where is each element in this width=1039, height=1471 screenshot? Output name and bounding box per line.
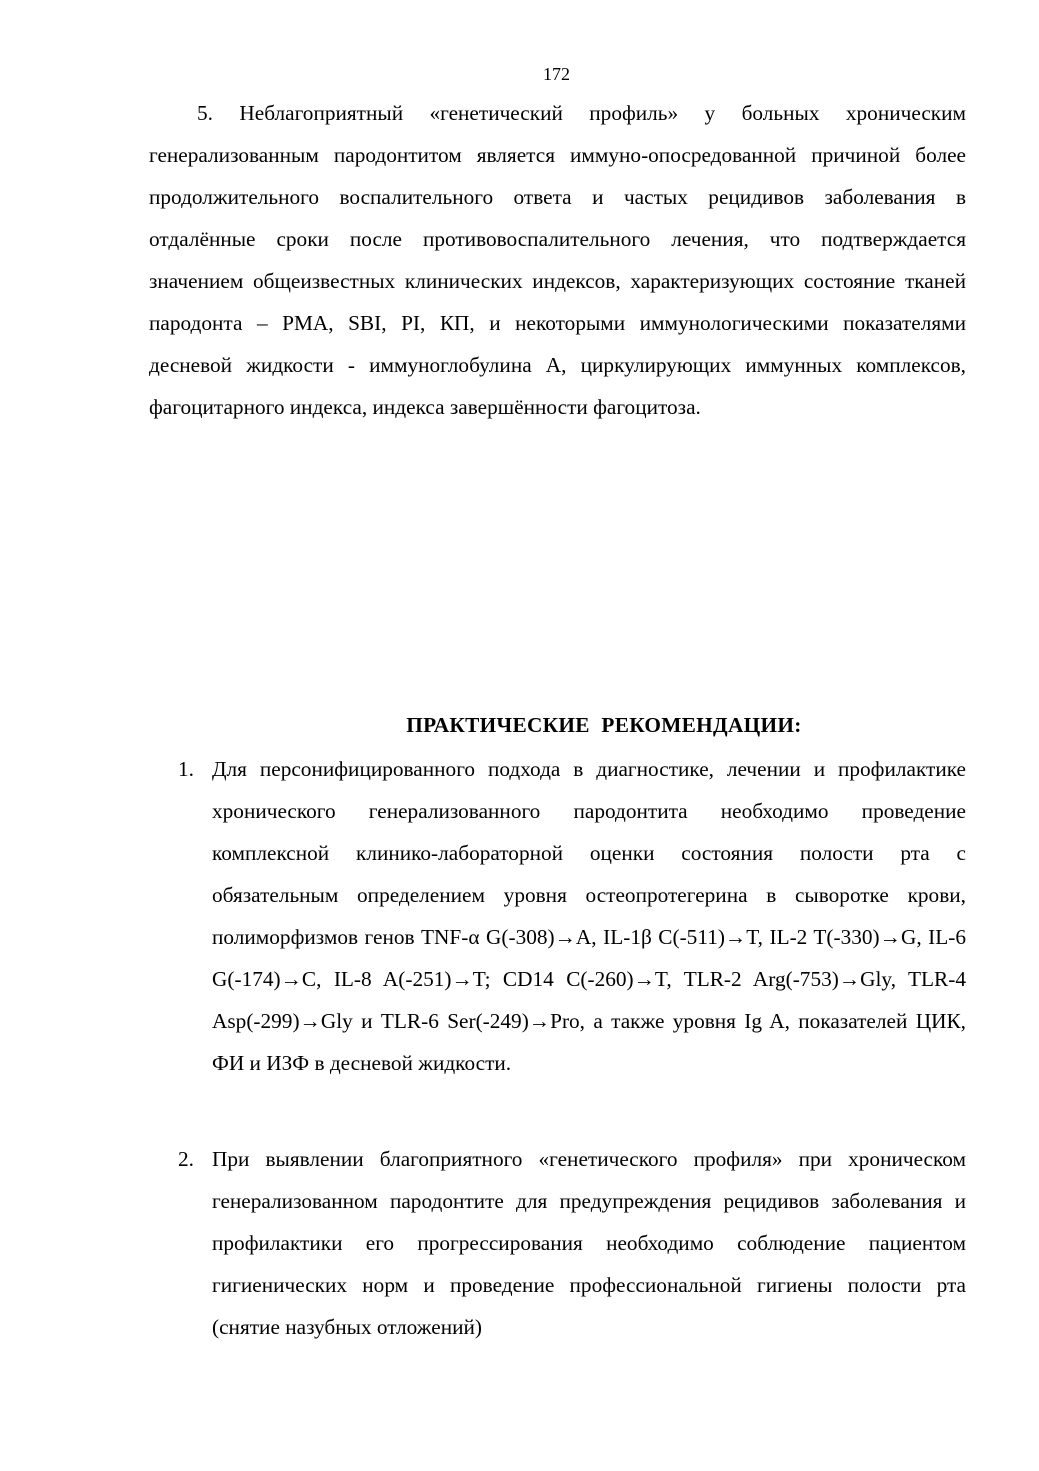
- recommendation-text: При выявлении благоприятного «генетического профиля» при хроническом генерализованном пародонтите для предупреждения рецидивов заболевания и профилактики его прогрессирования необходимо соблюдение пациентом гигиенических норм и проведение профессиональной гигиены полости рта (снятие назубных отложений): [212, 1147, 966, 1339]
- recommendation-number: 2.: [178, 1147, 194, 1171]
- recommendation-text: Для персонифицированного подхода в диагностике, лечении и профилактике хронического генерализованного пародонтита необходимо проведение комплексной клинико-лабораторной оценки состояния полости рта с обязательным определением уровня остеопротегерина в сыворотке крови, полиморфизмов генов TNF-α G(-308)→A, IL-1β C(-511)→T, IL-2 T(-330)→G, IL-6 G(-174)→C, IL-8 A(-251)→T; CD14 C(-260)→T, TLR-2 Arg(-753)→Gly, TLR-4 Asp(-299)→Gly и TLR-6 Ser(-249)→Pro, а также уровня Ig A, показателей ЦИК, ФИ и ИЗФ в десневой жидкости.: [212, 757, 966, 1075]
- section-heading: ПРАКТИЧЕСКИЕ РЕКОМЕНДАЦИИ:: [406, 713, 802, 737]
- recommendation-number: 1.: [178, 757, 194, 781]
- page-number: 172: [543, 64, 570, 84]
- conclusion-paragraph: 5. Неблагоприятный «генетический профиль» у больных хроническим генерализованным пародонтитом является иммуно-опосредованной причиной более продолжительного воспалительного ответа и частых рецидивов заболевания в отдалённые сроки после противовоспалительного лечения, что подтверждается значением общеизвестных клинических индексов, характеризующих состояние тканей пародонта – РМА, SBI, PI, КП, и некоторыми иммунологическими показателями десневой жидкости - иммуноглобулина А, циркулирующих иммунных комплексов, фагоцитарного индекса, индекса завершённости фагоцитоза.: [149, 101, 966, 419]
